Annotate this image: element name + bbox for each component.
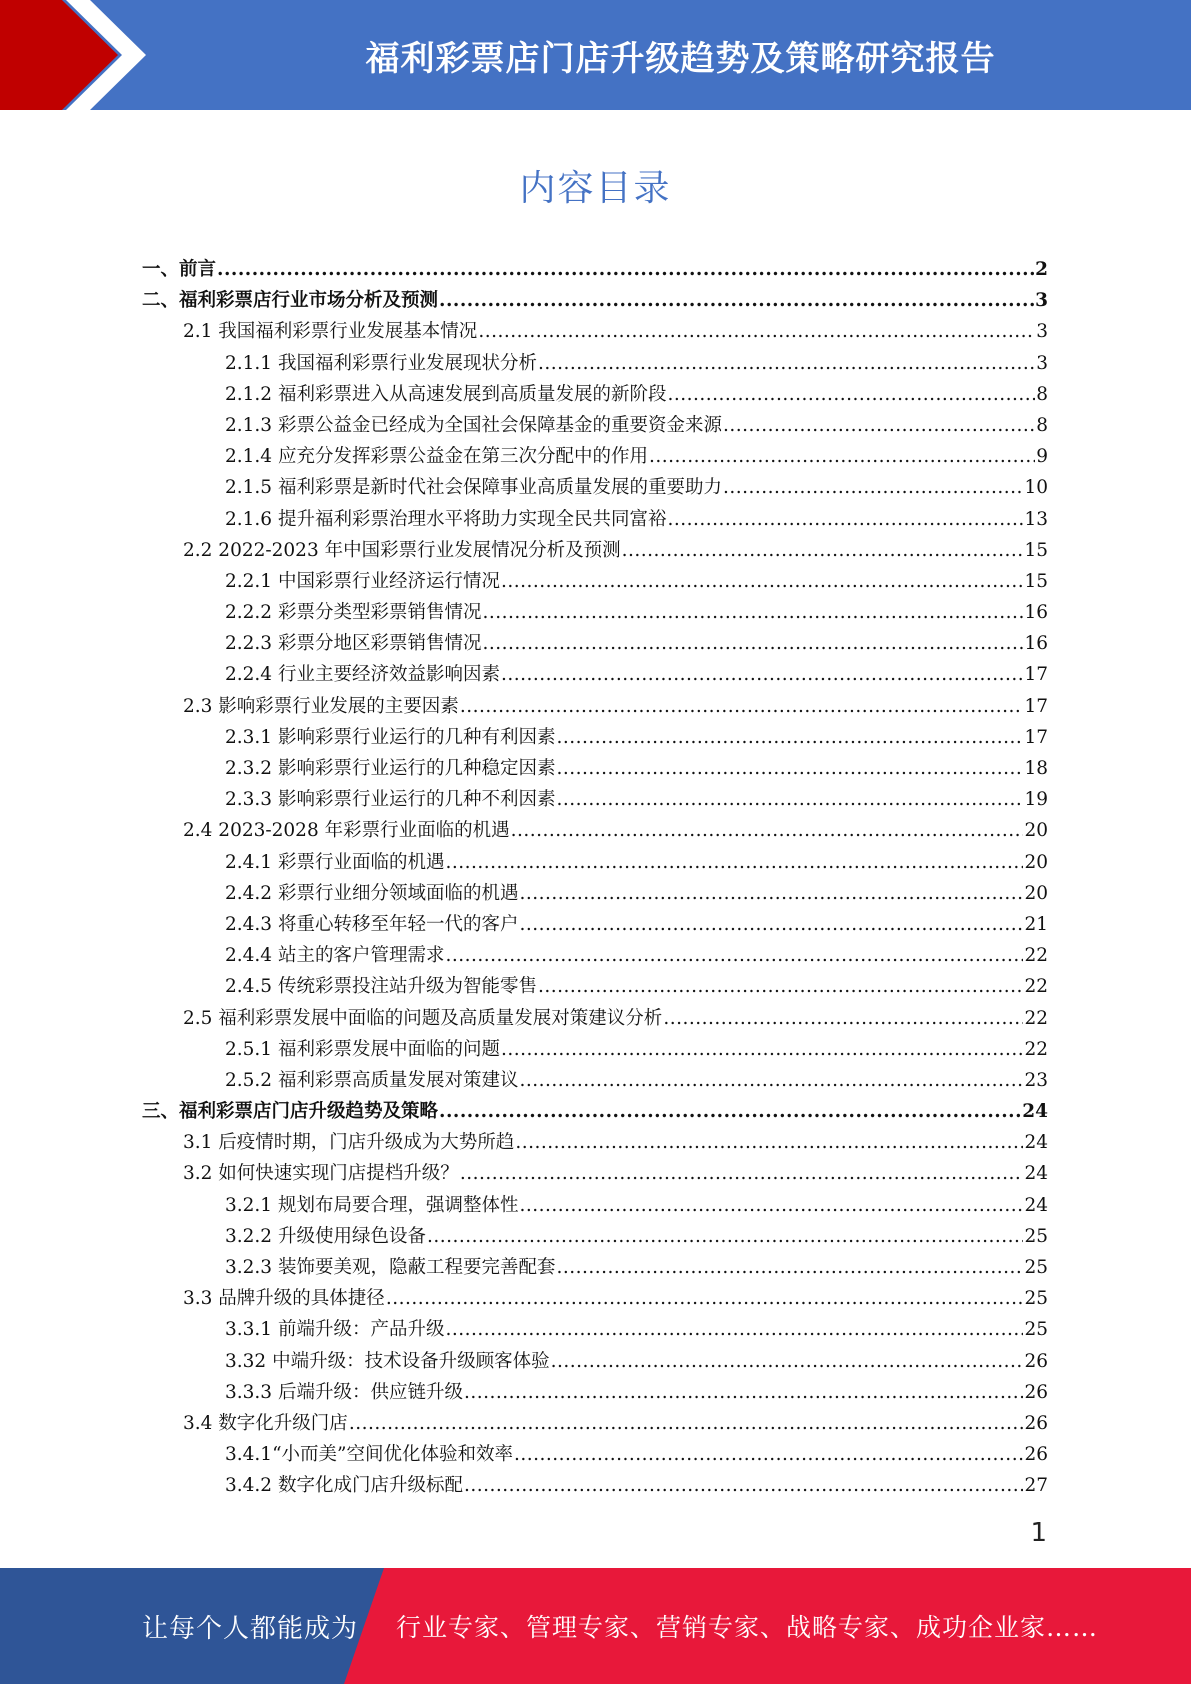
toc-entry[interactable]	[142, 1252, 1048, 1283]
toc-entry-page: 19	[1024, 789, 1048, 811]
toc-entry-title: 3.2.2 升级使用绿色设备	[225, 1225, 426, 1247]
toc-entry[interactable]	[142, 379, 1048, 410]
toc-entry-page: 22	[1024, 945, 1048, 967]
footer-slogan-right: 行业专家、管理专家、营销专家、战略专家、成功企业家……	[396, 1613, 1099, 1642]
toc-entry-page: 24	[1022, 1101, 1048, 1123]
toc-entry[interactable]	[142, 1314, 1048, 1345]
toc-entry-page: 16	[1024, 633, 1048, 655]
toc-leader-dots	[386, 1283, 1024, 1314]
toc-entry-title: 2.1.1 我国福利彩票行业发展现状分析	[225, 352, 537, 374]
toc-entry[interactable]	[142, 1096, 1048, 1127]
toc-entry-title: 2.2.3 彩票分地区彩票销售情况	[225, 633, 482, 655]
toc-entry[interactable]	[142, 722, 1048, 753]
toc-leader-dots	[460, 691, 1024, 722]
toc-entry-title: 2.1.5 福利彩票是新时代社会保障事业高质量发展的重要助力	[225, 477, 722, 499]
toc-entry[interactable]	[142, 1127, 1048, 1158]
toc-entry-page: 9	[1036, 446, 1048, 468]
toc-leader-dots	[649, 441, 1035, 472]
toc-leader-dots	[515, 1127, 1023, 1158]
chevron-logo-icon	[0, 0, 200, 110]
toc-entry-title: 2.1 我国福利彩票行业发展基本情况	[183, 321, 478, 343]
toc-entry[interactable]	[142, 1221, 1048, 1252]
toc-entry-page: 20	[1024, 882, 1048, 904]
toc-entry-page: 24	[1024, 1163, 1048, 1185]
toc-entry[interactable]	[142, 1283, 1048, 1314]
toc-entry[interactable]	[142, 971, 1048, 1002]
toc-leader-dots	[501, 566, 1023, 597]
toc-entry-page: 22	[1024, 1038, 1048, 1060]
toc-entry-page: 10	[1024, 477, 1048, 499]
toc-entry[interactable]	[142, 1065, 1048, 1096]
toc-entry-title: 2.4.3 将重心转移至年轻一代的客户	[225, 913, 519, 935]
toc-entry-page: 15	[1024, 539, 1048, 561]
toc-leader-dots	[464, 1470, 1023, 1501]
toc-entry-page: 17	[1024, 726, 1048, 748]
toc-entry[interactable]	[142, 535, 1048, 566]
toc-leader-dots	[460, 1158, 1024, 1189]
toc-entry-page: 3	[1036, 352, 1048, 374]
toc-entry-title: 3.2 如何快速实现门店提档升级？	[183, 1163, 459, 1185]
footer-banner	[0, 1568, 1191, 1684]
toc-entry-page: 18	[1024, 758, 1048, 779]
toc-leader-dots	[556, 753, 1023, 784]
toc-entry-title: 2.4.5 传统彩票投注站升级为智能零售	[225, 976, 537, 998]
toc-entry-title: 3.4.1“小而美”空间优化体验和效率	[225, 1444, 513, 1466]
toc-entry-page: 26	[1024, 1412, 1048, 1434]
toc-entry-page: 26	[1024, 1444, 1048, 1466]
toc-entry-title: 3.3.3 后端升级：供应链升级	[225, 1381, 463, 1403]
toc-entry[interactable]	[142, 753, 1048, 784]
toc-leader-dots	[556, 784, 1023, 815]
toc-entry-title: 2.4.2 彩票行业细分领域面临的机遇	[225, 882, 519, 904]
toc-entry-page: 8	[1036, 414, 1048, 436]
toc-entry-title: 2.2.2 彩票分类型彩票销售情况	[225, 602, 482, 624]
toc-entry[interactable]	[142, 348, 1048, 379]
toc-leader-dots	[519, 1190, 1023, 1221]
toc-entry-page: 17	[1024, 695, 1048, 717]
report-title: 福利彩票店门店升级趋势及策略研究报告	[365, 38, 996, 79]
toc-entry[interactable]	[142, 504, 1048, 535]
toc-entry[interactable]	[142, 316, 1048, 347]
toc-entry[interactable]	[142, 1408, 1048, 1439]
toc-entry-page: 20	[1024, 851, 1048, 873]
footer-slogan-left: 让每个人都能成为	[142, 1613, 359, 1644]
toc-entry-page: 21	[1024, 913, 1048, 935]
toc-leader-dots	[427, 1221, 1023, 1252]
toc-leader-dots	[217, 254, 1034, 285]
toc-entry-title: 2.3.3 影响彩票行业运行的几种不利因素	[225, 789, 556, 811]
toc-leader-dots	[519, 878, 1023, 909]
toc-entry-page: 8	[1036, 383, 1048, 405]
toc-entry-title: 3.3 品牌升级的具体捷径	[183, 1288, 385, 1310]
toc-entry-page: 22	[1024, 976, 1048, 998]
toc-entry-page: 20	[1024, 820, 1048, 842]
toc-entry-page: 25	[1024, 1288, 1048, 1310]
toc-heading: 内容目录	[519, 168, 672, 209]
toc-entry-page: 13	[1024, 508, 1048, 530]
toc-entry-title: 3.3.1 前端升级：产品升级	[225, 1319, 445, 1341]
header-banner	[0, 0, 1191, 110]
toc-entry-title: 2.2 2022-2023 年中国彩票行业发展情况分析及预测	[183, 539, 621, 561]
toc-entry-title: 2.2.4 行业主要经济效益影响因素	[225, 664, 500, 686]
toc-entry[interactable]	[142, 441, 1048, 472]
toc-leader-dots	[556, 1252, 1023, 1283]
toc-entry-page: 25	[1024, 1319, 1048, 1341]
toc-leader-dots	[464, 1377, 1023, 1408]
toc-leader-dots	[482, 628, 1023, 659]
toc-entry-page: 26	[1024, 1381, 1048, 1403]
toc-entry[interactable]	[142, 1439, 1048, 1470]
toc-entry[interactable]	[142, 1346, 1048, 1377]
toc-entry[interactable]	[142, 1377, 1048, 1408]
toc-entry[interactable]	[142, 472, 1048, 503]
toc-entry-title: 一、前言	[142, 259, 217, 280]
toc-entry-page: 24	[1024, 1194, 1048, 1216]
toc-entry[interactable]	[142, 410, 1048, 441]
toc-entry-title: 2.1.3 彩票公益金已经成为全国社会保障基金的重要资金来源	[225, 414, 722, 436]
toc-entry-title: 2.3.2 影响彩票行业运行的几种稳定因素	[225, 758, 556, 779]
toc-leader-dots	[511, 815, 1024, 846]
toc-entry-page: 15	[1024, 570, 1048, 592]
toc-entry-page: 2	[1035, 259, 1048, 280]
toc-leader-dots	[667, 379, 1035, 410]
toc-entry-title: 2.5 福利彩票发展中面临的问题及高质量发展对策建议分析	[183, 1007, 663, 1029]
toc-entry[interactable]	[142, 1190, 1048, 1221]
toc-entry[interactable]	[142, 1158, 1048, 1189]
toc-entry-page: 17	[1024, 664, 1048, 686]
toc-entry[interactable]	[142, 691, 1048, 722]
toc-leader-dots	[538, 348, 1035, 379]
toc-entry-title: 2.4.1 彩票行业面临的机遇	[225, 851, 445, 873]
toc-entry[interactable]	[142, 254, 1048, 285]
toc-entry[interactable]	[142, 659, 1048, 690]
toc-entry-title: 2.1.4 应充分发挥彩票公益金在第三次分配中的作用	[225, 446, 648, 468]
toc-entry[interactable]	[142, 878, 1048, 909]
toc-entry[interactable]	[142, 784, 1048, 815]
toc-leader-dots	[482, 597, 1023, 628]
toc-entry-page: 22	[1024, 1007, 1048, 1029]
toc-entry-page: 25	[1024, 1257, 1048, 1278]
toc-entry-page: 25	[1024, 1225, 1048, 1247]
toc-entry-page: 3	[1036, 321, 1048, 343]
toc-entry-title: 2.5.2 福利彩票高质量发展对策建议	[225, 1069, 519, 1091]
toc-entry-page: 16	[1024, 602, 1048, 624]
table-of-contents	[142, 254, 1048, 1502]
toc-leader-dots	[501, 659, 1023, 690]
toc-leader-dots	[514, 1439, 1023, 1470]
toc-entry-title: 2.5.1 福利彩票发展中面临的问题	[225, 1038, 500, 1060]
toc-entry[interactable]	[142, 940, 1048, 971]
toc-leader-dots	[519, 909, 1023, 940]
toc-entry[interactable]	[142, 628, 1048, 659]
toc-entry-title: 三、福利彩票店门店升级趋势及策略	[142, 1101, 439, 1123]
toc-leader-dots	[501, 1034, 1023, 1065]
toc-entry-title: 3.32 中端升级：技术设备升级顾客体验	[225, 1350, 550, 1372]
toc-entry-title: 3.1 后疫情时期，门店升级成为大势所趋	[183, 1132, 515, 1154]
toc-entry[interactable]	[142, 815, 1048, 846]
toc-leader-dots	[551, 1346, 1024, 1377]
toc-leader-dots	[622, 535, 1024, 566]
toc-entry-title: 2.2.1 中国彩票行业经济运行情况	[225, 570, 500, 592]
toc-entry-title: 2.1.6 提升福利彩票治理水平将助力实现全民共同富裕	[225, 508, 667, 530]
toc-leader-dots	[556, 722, 1023, 753]
toc-leader-dots	[667, 504, 1023, 535]
toc-leader-dots	[723, 410, 1035, 441]
toc-entry[interactable]	[142, 909, 1048, 940]
toc-entry-title: 2.1.2 福利彩票进入从高速发展到高质量发展的新阶段	[225, 383, 667, 405]
toc-entry[interactable]	[142, 847, 1048, 878]
toc-entry-title: 2.3 影响彩票行业发展的主要因素	[183, 695, 459, 717]
toc-entry-title: 2.4.4 站主的客户管理需求	[225, 945, 445, 967]
toc-entry-title: 3.4.2 数字化成门店升级标配	[225, 1475, 463, 1497]
toc-leader-dots	[349, 1408, 1024, 1439]
toc-leader-dots	[439, 1096, 1021, 1127]
toc-leader-dots	[445, 940, 1023, 971]
toc-entry[interactable]	[142, 1003, 1048, 1034]
toc-leader-dots	[519, 1065, 1023, 1096]
toc-leader-dots	[538, 971, 1023, 1002]
toc-leader-dots	[478, 316, 1035, 347]
toc-entry-title: 3.2.1 规划布局要合理，强调整体性	[225, 1194, 519, 1216]
toc-entry[interactable]	[142, 566, 1048, 597]
toc-leader-dots	[439, 285, 1034, 316]
toc-entry-page: 26	[1024, 1350, 1048, 1372]
toc-entry[interactable]	[142, 285, 1048, 316]
toc-entry[interactable]	[142, 597, 1048, 628]
toc-leader-dots	[445, 847, 1023, 878]
toc-entry-title: 3.4 数字化升级门店	[183, 1412, 348, 1434]
toc-entry-title: 3.2.3 装饰要美观，隐蔽工程要完善配套	[225, 1257, 556, 1278]
toc-entry[interactable]	[142, 1034, 1048, 1065]
toc-entry-page: 23	[1024, 1069, 1048, 1091]
toc-entry-title: 二、福利彩票店行业市场分析及预测	[142, 290, 439, 312]
toc-leader-dots	[723, 472, 1023, 503]
toc-entry-title: 2.3.1 影响彩票行业运行的几种有利因素	[225, 726, 556, 748]
toc-entry-page: 24	[1024, 1132, 1048, 1154]
toc-leader-dots	[663, 1003, 1023, 1034]
page-number: 1	[1030, 1518, 1047, 1548]
toc-entry-title: 2.4 2023-2028 年彩票行业面临的机遇	[183, 820, 510, 842]
toc-entry-page: 27	[1024, 1475, 1048, 1497]
toc-entry[interactable]	[142, 1470, 1048, 1501]
toc-leader-dots	[445, 1314, 1023, 1345]
toc-entry-page: 3	[1035, 290, 1048, 312]
